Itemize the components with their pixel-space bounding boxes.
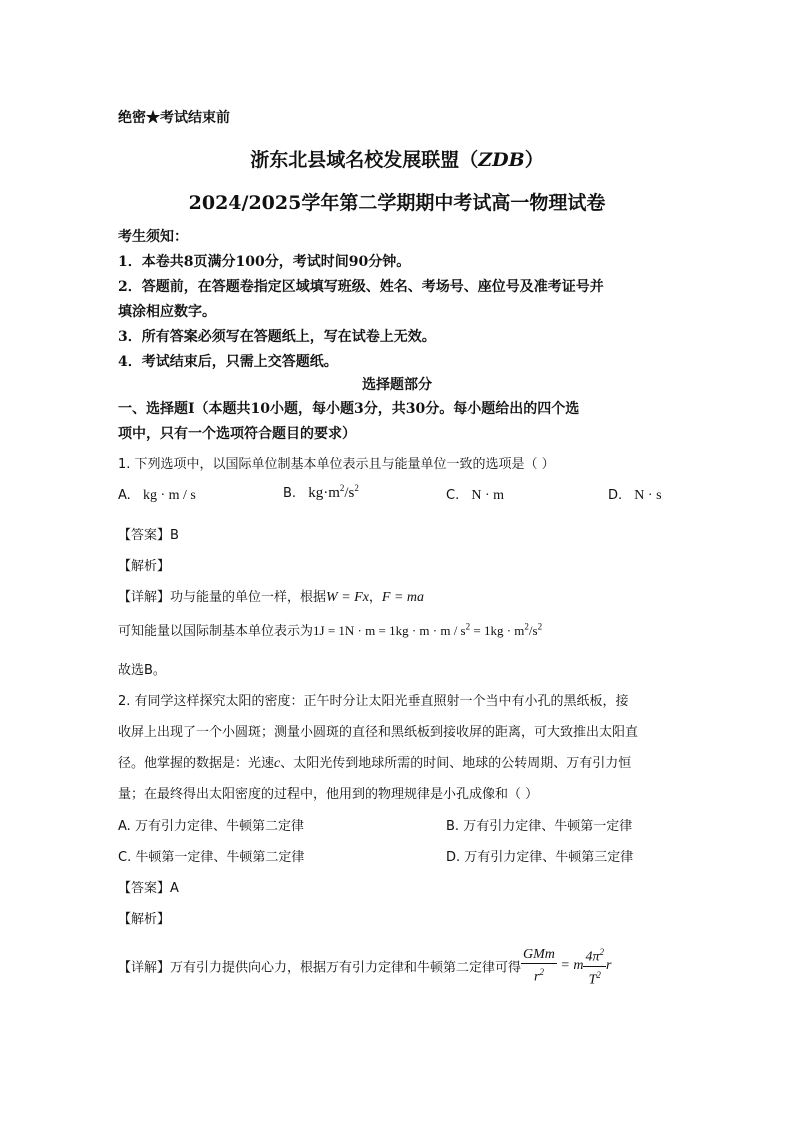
q2-answer: 【答案】A (118, 881, 179, 896)
q2-option-b: B. 万有引力定律、牛顿第一定律 (446, 819, 633, 834)
q2-option-a: A. 万有引力定律、牛顿第二定律 (118, 819, 304, 834)
q2-stem-line: 径。他掌握的数据是：光速c、太阳光传到地球所需的时间、地球的公转周期、万有引力恒 (118, 756, 632, 771)
q1-analysis-label: 【解析】 (118, 559, 171, 574)
title-abbr: ZDB (478, 149, 525, 171)
section-heading-cont: 项中，只有一个选项符合题目的要求） (118, 426, 356, 442)
q1-answer: 【答案】B (118, 528, 179, 543)
q1-stem: 1. 下列选项中，以国际单位制基本单位表示且与能量单位一致的选项是（ ） (118, 457, 555, 472)
q1-option-d: D. N · s (608, 488, 662, 503)
q2-detail: 【详解】万有引力提供向心力，根据万有引力定律和牛顿第二定律可得 $\frac{\text{GMm}}{r^2}$ = m $\frac{4\pi^2}{T^2}$ r (118, 944, 611, 988)
notice-heading: 考生须知： (118, 229, 188, 245)
q2-option-c: C. 牛顿第一定律、牛顿第二定律 (118, 850, 305, 865)
q2-option-d: D. 万有引力定律、牛顿第三定律 (446, 850, 634, 865)
q1-detail: 【详解】功与能量的单位一样，根据W = Fx，F = ma (118, 590, 425, 605)
q1-option-b: B. $kg\cdot m^2/s^2$ (283, 483, 359, 501)
confidential-label: 绝密★考试结束前 (118, 110, 230, 126)
q2-stem-line: 收屏上出现了一个小圆斑；测量小圆斑的直径和黑纸板到接收屏的距离，可大致推出太阳直 (118, 725, 639, 740)
q2-analysis-label: 【解析】 (118, 912, 171, 927)
section-part-title: 选择题部分 (362, 377, 432, 393)
section-heading: 一、选择题Ⅰ（本题共10小题，每小题3分，共30分。每小题给出的四个选 (118, 401, 580, 417)
q1-option-c: C. N · m (446, 488, 505, 503)
notice-item: 2．答题前，在答题卷指定区域填写班级、姓名、考场号、座位号及准考证号并 (118, 279, 604, 295)
q1-option-a: A. kg · m / s (118, 488, 196, 503)
notice-item: 3．所有答案必须写在答题纸上，写在试卷上无效。 (118, 329, 436, 345)
notice-item: 1．本卷共8页满分100分，考试时间90分钟。 (118, 254, 411, 270)
q2-stem-line: 量；在最终得出太阳密度的过程中，他用到的物理规律是小孔成像和（ ） (118, 787, 539, 802)
notice-item: 4．考试结束后，只需上交答题纸。 (118, 354, 338, 370)
q2-stem-line: 2. 有同学这样探究太阳的密度：正午时分让太阳光垂直照射一个当中有小孔的黑纸板，接 (118, 694, 629, 709)
q2-answer-value: A (170, 881, 179, 896)
fraction-gmm-r2: $\frac{\text{GMm}}{r^2}$ (523, 946, 555, 985)
notice-item: 填涂相应数字。 (118, 304, 216, 320)
q1-answer-value: B (170, 528, 179, 543)
title-line-1: 浙东北县域名校发展联盟（ZDB） (250, 149, 544, 171)
q1-conclusion: 故选B。 (118, 663, 166, 678)
title-line-2: 2024/2025学年第二学期期中考试高一物理试卷 (188, 192, 606, 214)
q1-unit-derivation: 可知能量以国际制基本单位表示为$1J = 1N \cdot m = 1kg \cdot m \cdot m / s^2 = 1kg \cdot m^2/s^2$ (118, 621, 543, 639)
fraction-4pi2-t2: $\frac{4\pi^2}{T^2}$ (583, 944, 606, 988)
